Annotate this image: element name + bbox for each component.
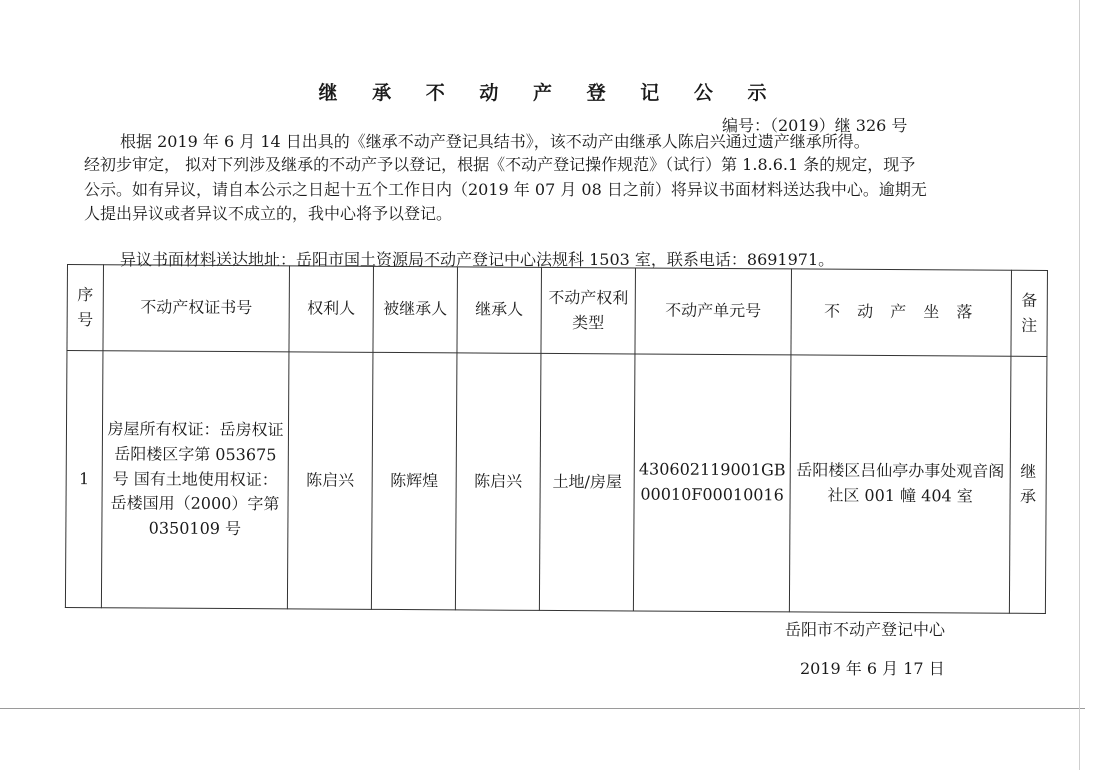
header-unit-no: 不动产单元号	[635, 268, 792, 355]
paragraph-line-2: 经初步审定， 拟对下列涉及继承的不动产予以登记，根据《不动产登记操作规范》（试行）第 1.8.6.1 条的规定，现予	[84, 155, 916, 174]
header-right-holder: 权利人	[289, 266, 374, 353]
issue-date: 2019 年 6 月 17 日	[800, 659, 945, 678]
header-location: 不 动 产 坐 落	[791, 269, 1012, 356]
table-header-row	[67, 265, 1048, 357]
scan-edge-line	[0, 708, 1085, 709]
header-decedent: 被继承人	[373, 266, 458, 353]
header-remark: 备注	[1011, 270, 1048, 356]
document-number: 编号：（2019）继 326 号	[722, 116, 908, 135]
header-cert-no: 不动产权证书号	[103, 265, 290, 352]
header-seq: 序号	[67, 265, 104, 351]
paragraph-line-4: 人提出异议或者异议不成立的，我中心将予以登记。	[84, 204, 453, 223]
issuing-organization: 岳阳市不动产登记中心	[785, 620, 946, 639]
paragraph-line-1: 根据 2019 年 6 月 14 日出具的《继承不动产登记具结书》，该不动产由继承人陈启兴通过遗产继承所得。	[120, 132, 870, 151]
cell-unit-no: 430602119001GB00010F00010016	[633, 354, 791, 612]
cell-location: 岳阳楼区吕仙亭办事处观音阁社区 001 幢 404 室	[789, 355, 1011, 613]
paragraph-line-3: 公示。如有异议，请自本公示之日起十五个工作日内（2019 年 07 月 08 日之前）将异议书面材料送达我中心。逾期无	[84, 180, 927, 199]
cell-right-type: 土地/房屋	[539, 353, 635, 611]
table-row	[65, 351, 1047, 614]
header-heir: 继承人	[457, 267, 542, 354]
cell-heir: 陈启兴	[455, 353, 541, 611]
cell-remark: 继承	[1009, 356, 1047, 613]
cell-seq: 1	[65, 351, 103, 608]
notice-title: 继 承 不 动 产 登 记 公 示	[318, 82, 781, 104]
scan-edge-vertical	[1079, 0, 1080, 770]
cell-decedent: 陈辉煌	[371, 352, 457, 610]
cell-right-holder: 陈启兴	[287, 352, 373, 610]
cell-cert-no: 房屋所有权证：岳房权证岳阳楼区字第 053675 号 国有土地使用权证：岳楼国用（2000）字第 0350109 号	[101, 351, 289, 609]
registration-table	[65, 264, 1048, 614]
header-right-type: 不动产权利类型	[541, 267, 636, 354]
objection-address-line: 异议书面材料送达地址：岳阳市国土资源局不动产登记中心法规科 1503 室，联系电话：8691971。	[120, 250, 835, 269]
